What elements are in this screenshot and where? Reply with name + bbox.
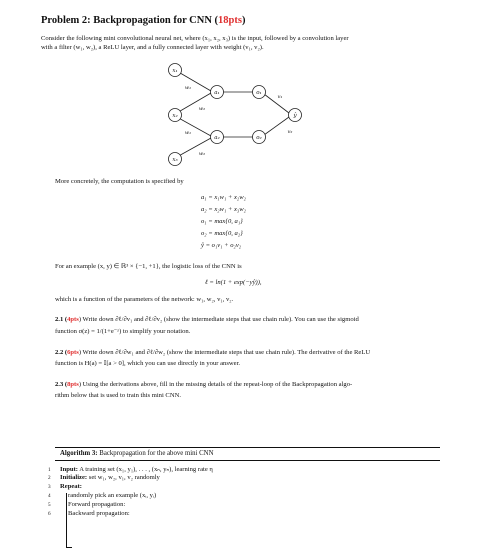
part-2-1-text: ) Write down ∂ℓ/∂v₁ and ∂ℓ/∂v₂ (show the intermediate steps that use chain rule). You can use the sigmoid — [78, 316, 359, 323]
label-a1: a₁ — [214, 90, 220, 96]
line-number: 6 — [48, 511, 51, 517]
part-2-3-num: 2.3 ( — [55, 381, 68, 388]
repeat-block-bar — [66, 493, 67, 547]
equation-a1: a₁ = x₁w₁ + x₂w₂ — [201, 194, 246, 201]
line-number: 4 — [48, 493, 51, 499]
title-points: 18pts — [218, 15, 242, 26]
equation-o1: o₁ = max{0, a₁} — [201, 218, 243, 225]
label-o1: o₁ — [256, 90, 262, 96]
algorithm-line-1 — [48, 465, 213, 473]
label-y: ŷ — [293, 113, 297, 119]
label-a2: a₂ — [214, 135, 220, 141]
part-2-2-num: 2.2 ( — [55, 349, 68, 356]
part-2-1-num: 2.1 ( — [55, 316, 68, 323]
algorithm-title: Algorithm 3: — [60, 450, 98, 457]
edge-label-v2: v₂ — [287, 129, 293, 135]
input-text: A training set (x₁, y₁), . . . , (xₙ, yₙ), learning rate η — [77, 466, 213, 473]
algorithm-line-5 — [48, 501, 125, 508]
intro-line-2: with a filter (w₁, w₂), a ReLU layer, and a fully connected layer with weight (v₁, v₂). — [41, 44, 264, 51]
part-2-2-line-1 — [55, 348, 370, 357]
algorithm-header — [60, 450, 213, 457]
algorithm-caption: Backpropagation for the above mini CNN — [99, 450, 214, 457]
part-2-3-text: ) Using the derivations above, fill in the missing details of the repeat-loop of the Backpropagation algo- — [78, 381, 353, 388]
part-2-1-points: 4pts — [67, 316, 79, 323]
part-2-3-line-1 — [55, 380, 352, 389]
repeat-block-end — [66, 547, 72, 548]
label-x2: x₂ — [172, 113, 178, 119]
label-o2: o₂ — [256, 135, 262, 141]
line-number: 5 — [48, 502, 51, 508]
part-2-1-line-2: function σ(z) = 1/(1+e⁻ᶻ) to simplify your notation. — [55, 328, 191, 335]
pick-example-text: randomly pick an example (xᵢ, yᵢ) — [68, 492, 157, 499]
part-2-3-points: 8pts — [67, 381, 79, 388]
input-label: Input: — [60, 466, 78, 473]
intro-line-1: Consider the following mini convolutional neural net, where (x₁, x₂, x₃) is the input, followed by a convolution layer — [41, 35, 349, 42]
edge-label-v1: v₁ — [277, 94, 283, 100]
params-line: which is a function of the parameters of the network: w₁, w₂, v₁, v₂. — [55, 296, 234, 303]
line-number: 2 — [48, 475, 51, 481]
label-x3: x₃ — [172, 157, 178, 163]
title-text: Problem 2: Backpropagation for CNN ( — [41, 15, 219, 26]
part-2-2-text: ) Write down ∂ℓ/∂w₁ and ∂ℓ/∂w₂ (show the intermediate steps that use chain rule). The derivative of the ReLU — [78, 349, 371, 356]
edge-label-w2-bottom: w₂ — [198, 151, 206, 157]
loss-equation: ℓ = ln(1 + exp(−yŷ)), — [205, 279, 262, 286]
repeat-label: Repeat: — [60, 483, 82, 490]
part-2-2-line-2: function is H(a) = 𝕀[a > 0], which you can use directly in your answer. — [55, 360, 241, 367]
equation-o2: o₂ = max{0, a₂} — [201, 230, 243, 237]
part-2-2-points: 6pts — [67, 349, 79, 356]
edge-label-w2-top: w₂ — [198, 106, 206, 112]
part-2-3-line-2: rithm below that is used to train this mini CNN. — [55, 392, 182, 399]
edge-o1-y — [264, 94, 289, 113]
label-x1: x₁ — [172, 68, 178, 74]
edge-label-w1-top: w₁ — [184, 85, 192, 91]
algorithm-line-4 — [48, 492, 156, 499]
algorithm-line-2 — [48, 474, 160, 481]
algorithm-line-6 — [48, 510, 130, 517]
equation-yhat: ŷ = o₁v₁ + o₂v₂ — [201, 242, 242, 249]
backward-propagation-text: Backward propagation: — [68, 510, 130, 517]
initialize-text: set w₁, w₂, v₁, v₂ randomly — [87, 474, 160, 481]
forward-propagation-text: Forward propagation: — [68, 501, 126, 508]
equation-a2: a₂ = x₂w₁ + x₃w₂ — [201, 206, 246, 213]
algorithm-header-rule — [55, 460, 440, 461]
line-number: 1 — [48, 467, 51, 473]
algorithm-top-rule — [55, 447, 440, 448]
cnn-diagram — [150, 58, 350, 168]
part-2-1-line-1 — [55, 315, 359, 324]
example-line: For an example (x, y) ∈ ℝ³ × {−1, +1}, the logistic loss of the CNN is — [55, 263, 242, 270]
problem-title — [41, 15, 245, 26]
line-number: 3 — [48, 484, 51, 490]
algorithm-line-3 — [48, 483, 82, 490]
title-close: ) — [241, 15, 246, 26]
computation-intro: More concretely, the computation is specified by — [55, 178, 184, 185]
edge-o2-y — [264, 117, 289, 135]
edge-label-w1-bottom: w₁ — [184, 130, 192, 136]
initialize-label: Initialize: — [60, 474, 88, 481]
